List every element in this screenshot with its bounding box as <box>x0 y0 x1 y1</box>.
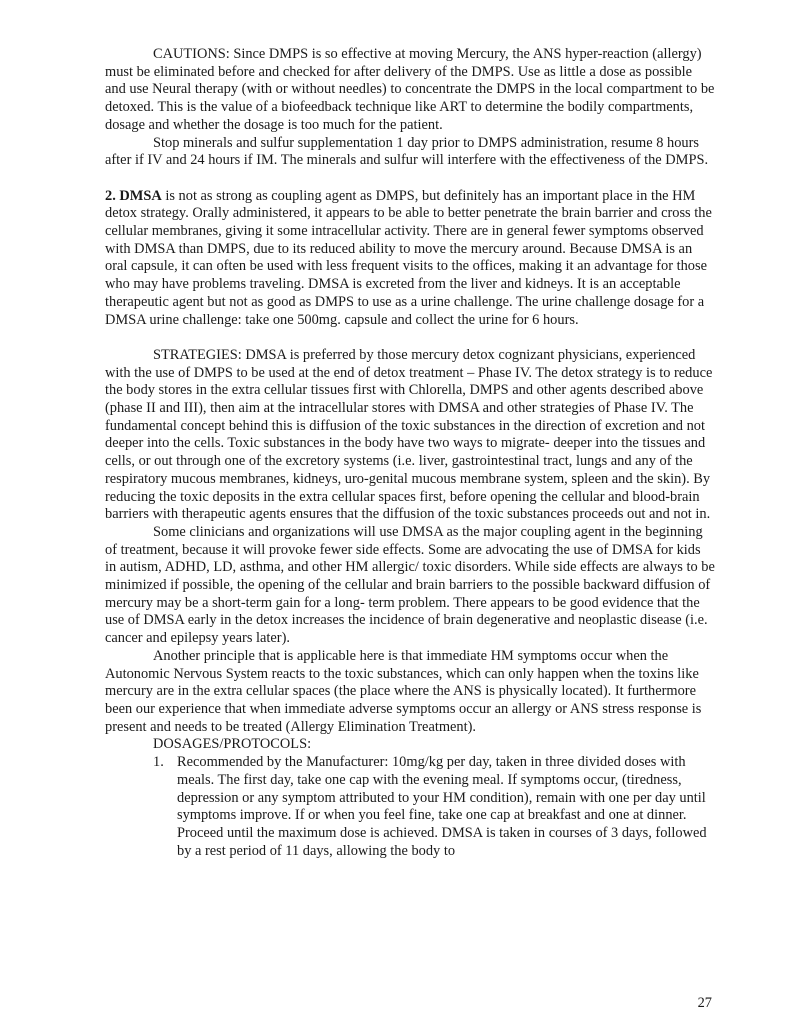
protocol-item-number: 1. <box>153 754 164 771</box>
supplementation-paragraph: Stop minerals and sulfur supplementation 1 day prior to DMPS administration, resume 8 hours after if IV and 24 hours if IM. The minerals and sulfur will interfere with the effectiveness of the DMPS. <box>105 134 709 169</box>
protocol-item <box>105 754 715 860</box>
paragraph-spacer <box>105 329 715 347</box>
dmsa-body: is not as strong as coupling agent as DMPS, but definitely has an important place in the HM detox strategy. Orally administered, it appears to be able to better penetrate the brain barrier and cross the cellular membranes, giving it some intracellular activity. There are in general fewer symptoms observed with DMSA than DMPS, due to its reduced ability to move the mercury around. Because DMSA is an oral capsule, it can often be used with less frequent visits to the offices, making it an advantage for those who may have problems traveling. DMSA is excreted from the liver and kidneys. It is an acceptable therapeutic agent but not as good as DMPS to use as a urine challenge. The urine challenge dosage for a DMSA urine challenge: take one 500mg. capsule and collect the urine for 6 hours. <box>105 187 712 328</box>
document-page <box>105 46 715 860</box>
clinicians-paragraph: Some clinicians and organizations will use DMSA as the major coupling agent in the beginning of treatment, because it will provoke fewer side effects. Some are advocating the use of DMSA for kids in autism, ADHD, LD, asthma, and other HM allergic/ toxic disorders. While side effects are always to be minimized if possible, the opening of the cellular and brain barriers to the possible backward diffusion of mercury may be a short-term gain for a long- term problem. There appears to be good evidence that the use of DMSA early in the detox increases the incidence of brain degenerative and neoplastic disease (i.e. cancer and epilepsy years later). <box>105 523 715 647</box>
protocol-item-text: Recommended by the Manufacturer: 10mg/kg per day, taken in three divided doses with meals. The first day, take one cap with the evening meal. If symptoms occur, (tiredness, depression or any symptom attributed to your HM condition), remain with one per day until symptoms improve. If or when you feel fine, take one cap at breakfast and one at dinner. Proceed until the maximum dose is achieved. DMSA is taken in courses of 3 days, followed by a rest period of 11 days, allowing the body to <box>177 754 707 859</box>
cautions-paragraph: CAUTIONS: Since DMPS is so effective at moving Mercury, the ANS hyper-reaction (allergy) must be eliminated before and checked for after delivery of the DMPS. Use as little a dose as possible and use Neural therapy (with or without needles) to concentrate the DMPS in the local compartment to be detoxed. This is the value of a biofeedback technique like ART to determine the bodily compartments, dosage and whether the dosage is too much for the patient. <box>105 46 715 133</box>
strategies-paragraph: STRATEGIES: DMSA is preferred by those mercury detox cognizant physicians, experienced with the use of DMPS to be used at the end of detox treatment – Phase IV. The detox strategy is to reduce the body stores in the extra cellular tissues first with Chlorella, DMPS and other agents described above (phase II and III), then aim at the intracellular stores with DMSA and other strategies of Phase IV. The fundamental concept behind this is diffusion of the toxic substances in the direction of excretion and not deeper into the cells. Toxic substances in the body have two ways to migrate- deeper into the tissues and cells, or out through one of the excretory systems (i.e. liver, gastrointestinal tract, lungs and any of the respiratory mucous membranes, kidneys, uro-genital mucous membrane system, spleen and the skin). By reducing the toxic deposits in the extra cellular spaces first, before opening the cellular and blood-brain barriers with therapeutic agents ensures that the diffusion of the toxic substances proceeds out and not in. <box>105 346 713 523</box>
paragraph-spacer <box>105 170 715 188</box>
dmsa-paragraph <box>105 188 715 330</box>
protocols-heading: DOSAGES/PROTOCOLS: <box>153 736 312 753</box>
principle-paragraph: Another principle that is applicable here is that immediate HM symptoms occur when the Autonomic Nervous System reacts to the toxic substances, which can only happen when the toxins like mercury are in the extra cellular spaces (the place where the ANS is physically located). It furthermore been our experience that when immediate adverse symptoms occur an allergy or ANS stress response is present and needs to be treated (Allergy Elimination Treatment). <box>105 647 702 735</box>
page-number: 27 <box>697 995 712 1011</box>
protocol-list <box>105 754 715 860</box>
dmsa-heading: 2. DMSA <box>105 187 162 204</box>
